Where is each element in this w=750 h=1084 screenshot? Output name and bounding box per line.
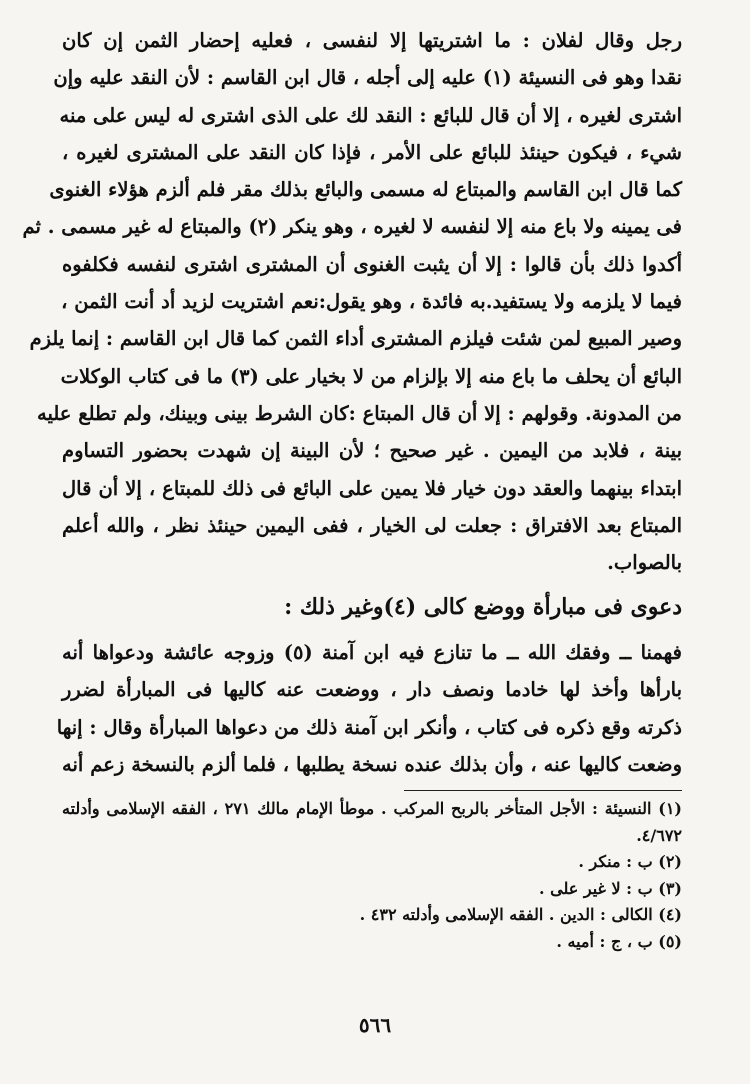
section-text-line: ذكرته وقع ذكره فى كتاب ، وأنكر ابن آمنة ذلك من دعواها المبارأة وقال : إنها <box>56 715 682 739</box>
main-text-line: البائع أن يحلف ما باع منه إلا بإلزام من لا بخيار على (٣) ما فى كتاب الوكلات <box>60 364 682 388</box>
main-text-line: المبتاع بعد الافتراق : جعلت لى الخيار ، ففى اليمين حينئذ نظر ، والله أعلم <box>62 513 682 537</box>
main-text-line: فيما لا يلزمه ولا يستفيد.به فائدة ، وهو يقول:نعم اشتريت لزيد أد أنت الثمن ، <box>61 290 682 314</box>
footnotes <box>62 796 682 955</box>
footnote-1: (١) النسيئة : الأجل المتأخر بالربح المركب . موطأ الإمام مالك ٢٧١ ، الفقه الإسلامى وأدلته <box>62 799 682 818</box>
footnote-3: (٣) ب : لا غير على . <box>538 878 682 898</box>
footnote-2: (٢) ب : منكر . <box>578 852 682 871</box>
main-text-line: رجل وقال لفلان : ما اشتريتها إلا لنفسى ، فعليه إحضار الثمن إن كان <box>62 29 682 52</box>
main-text-line: وصير المبيع لمن شئت فيلزم المشترى أداء الثمن كما قال ابن القاسم : إنما يلزم <box>29 327 682 351</box>
footnote-5: (٥) ب ، ج : أميه . <box>556 931 682 951</box>
section-text-line: بارأها وأخذ لها خادما ونصف دار ، ووضعت عنه كاليها فى المبارأة لضرر <box>62 678 682 702</box>
page-number: ٥٦٦ <box>358 1013 392 1037</box>
main-text-line: بينة ، فلابد من اليمين . غير صحيح ؛ لأن البينة إن شهدت بحضور التساوم <box>62 439 682 463</box>
main-text-block <box>22 22 682 581</box>
main-text-line: بالصواب. <box>607 551 682 575</box>
section-text-block <box>56 634 682 783</box>
main-text-line: نقدا وهو فى النسيئة (١) عليه إلى أجله ، قال ابن القاسم : لأن النقد عليه وإن <box>53 66 682 90</box>
main-text-line: اشترى لغيره ، إلا أن قال للبائع : النقد لك على الذى اشترى له ليس على منه <box>59 103 682 127</box>
main-text-line: ابتداء بينهما والعقد دون خيار فلا يمين على البائع فى ذلك للمبتاع ، إلا أن قال <box>62 476 682 500</box>
section-text-line: فهمنا ــ وفقك الله ــ ما تنازع فيه ابن آمنة (٥) وزوجه عائشة ودعواها أنه <box>62 641 682 664</box>
main-text-line: شيء ، فيكون حينئذ للبائع على الأمر ، فإذا كان النقد على المشترى لغيره ، <box>62 140 682 164</box>
main-text-line: فى يمينه ولا باع منه إلا لنفسه لا لغيره ، وهو ينكر (٢) والمبتاع له غير مسمى . ثم <box>22 215 682 239</box>
main-text-line: من المدونة. وقولهم : إلا أن قال المبتاع :كان الشرط بينى وبينك، ولم تطلع عليه <box>37 401 682 425</box>
main-text-line: أكدوا ذلك بأن قالوا : إلا أن يثبت الغنوى أن المشترى اشترى لنفسه فكلفوه <box>62 252 682 276</box>
footnote-separator <box>404 790 682 791</box>
section-heading: دعوى فى مبارأة ووضع كالى (٤)وغير ذلك : <box>284 594 682 620</box>
section-text-line: وضعت كاليها عنه ، وأن بذلك عنده نسخة يطلبها ، فلما ألزم بالنسخة زعم أنه <box>62 752 682 776</box>
main-text-line: كما قال ابن القاسم والمبتاع له مسمى والبائع بذلك مقر فلم ألزم هؤلاء الغنوى <box>49 178 682 202</box>
footnote-1-continuation: ٤/٦٧٢. <box>636 825 682 845</box>
footnote-4: (٤) الكالى : الدين . الفقه الإسلامى وأدلته ٤٣٢ . <box>359 905 682 924</box>
